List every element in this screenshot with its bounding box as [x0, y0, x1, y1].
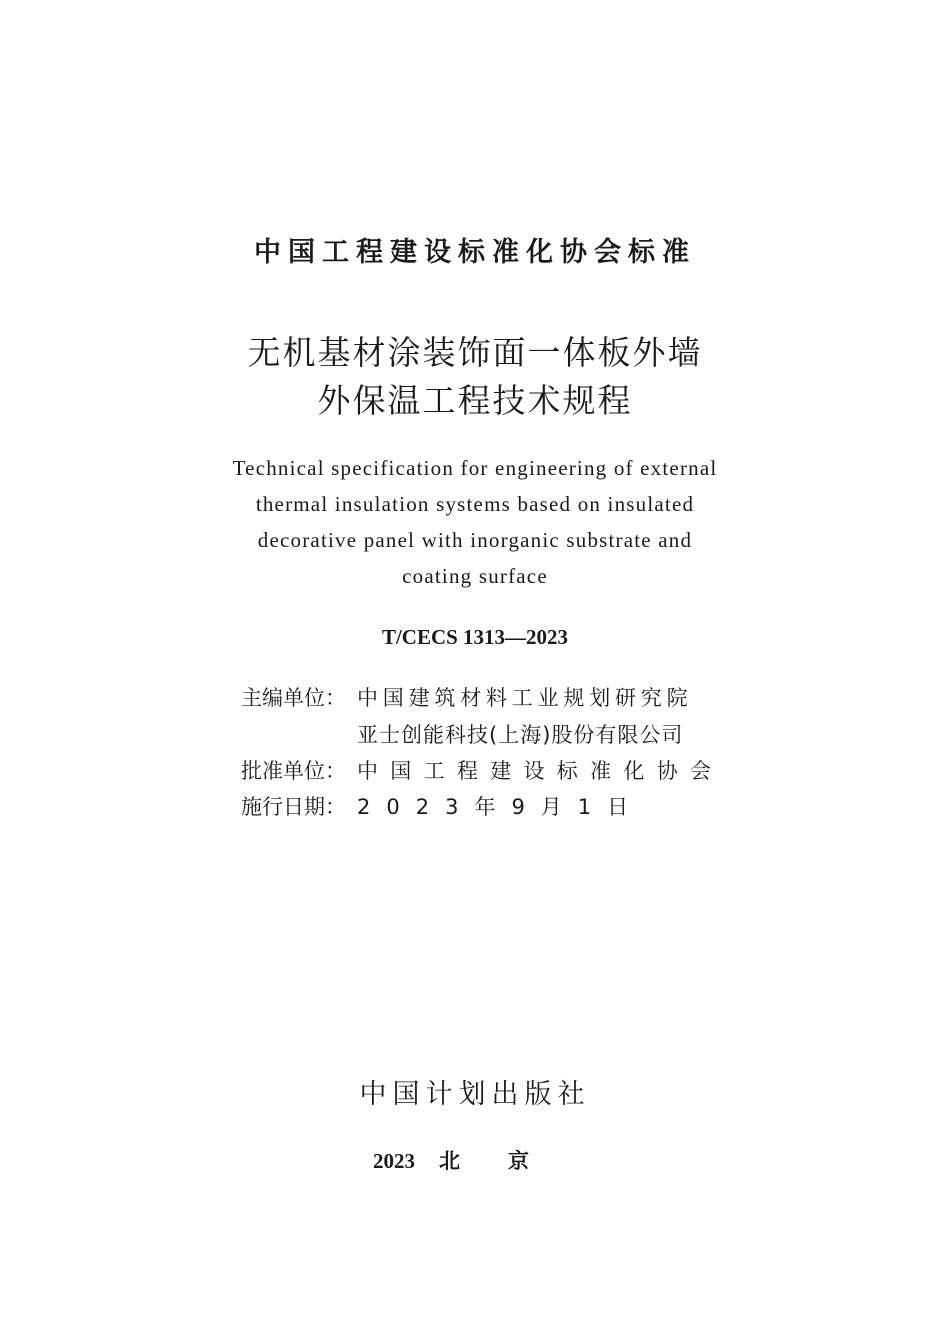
chinese-title-line-1: 无机基材涂装饰面一体板外墙	[247, 333, 703, 372]
chief-editor-row	[241, 681, 692, 715]
english-title-line-3: decorative panel with inorganic substrate and	[257, 528, 693, 552]
approval-unit: 中国工程建设标准化协会	[357, 759, 724, 783]
english-title-line-2: thermal insulation systems based on insulated	[255, 492, 695, 516]
publisher-name: 中国计划出版社	[359, 1079, 591, 1110]
english-title-line-1: Technical specification for engineering of external	[232, 456, 718, 480]
imprint	[0, 1146, 950, 1176]
effective-date-label: 施行日期：	[241, 795, 346, 819]
standard-code: T/CECS 1313—2023	[381, 625, 569, 649]
chief-editor-row-2	[241, 718, 683, 752]
association-standard-heading: 中国工程建设标准化协会标准	[254, 237, 696, 268]
effective-date: 2023年9月1日	[357, 795, 645, 819]
imprint-city: 北京	[439, 1149, 577, 1173]
chinese-title-line-2: 外保温工程技术规程	[317, 381, 633, 420]
approval-unit-row	[241, 754, 723, 788]
imprint-year: 2023	[373, 1149, 415, 1173]
effective-date-row	[241, 790, 644, 824]
chief-editor-label: 主编单位：	[241, 686, 346, 710]
chief-editor-unit-1: 中国建筑材料工业规划研究院	[357, 686, 693, 710]
english-title-line-4: coating surface	[402, 564, 548, 588]
chief-editor-unit-2: 亚士创能科技(上海)股份有限公司	[357, 723, 684, 747]
approval-unit-label: 批准单位：	[241, 759, 346, 783]
